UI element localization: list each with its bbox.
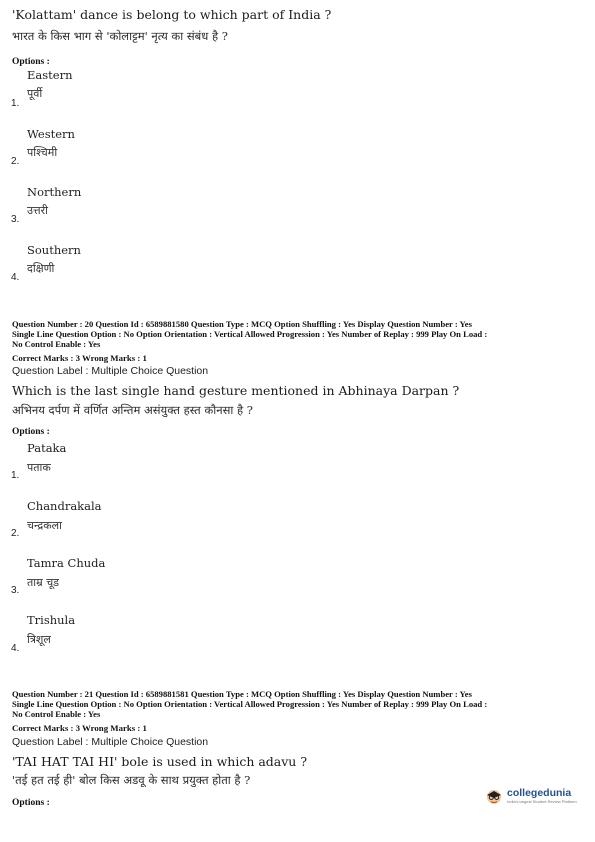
- option-number: 4.: [11, 643, 20, 654]
- question-19-options-label: Options :: [12, 57, 50, 67]
- option-number: 1.: [11, 98, 20, 109]
- question-21-marks: Correct Marks : 3 Wrong Marks : 1: [12, 723, 147, 733]
- question-19-text-en: 'Kolattam' dance is belong to which part of India ?: [12, 7, 332, 22]
- option-text-en: Tamra Chuda: [27, 556, 106, 570]
- question-20-text-hi: अभिनय दर्पण में वर्णित अन्तिम असंयुक्त हस्त कौनसा है ?: [12, 403, 253, 417]
- question-20-options-label: Options :: [12, 427, 50, 437]
- metadata-line: No Control Enable : Yes: [12, 339, 101, 349]
- option-text-en: Eastern: [27, 68, 73, 82]
- option-number: 1.: [11, 470, 20, 481]
- metadata-line: No Control Enable : Yes: [12, 709, 101, 719]
- option-number: 4.: [11, 272, 20, 283]
- metadata-line: Single Line Question Option : No Option Orientation : Vertical Allowed Progression : Yes Number of Replay : 999 Play On Load :: [12, 329, 488, 339]
- logo-name: collegedunia: [507, 787, 572, 799]
- question-21-label: Question Label : Multiple Choice Question: [12, 736, 209, 748]
- option-text-hi: पश्चिमी: [27, 146, 58, 159]
- option-number: 2.: [11, 528, 20, 539]
- option-text-en: Pataka: [27, 441, 67, 455]
- option-text-hi: चन्द्रकला: [27, 519, 62, 532]
- option-text-hi: दक्षिणी: [27, 262, 55, 275]
- question-20-marks: Correct Marks : 3 Wrong Marks : 1: [12, 353, 147, 363]
- collegedunia-logo: [484, 786, 577, 806]
- option-text-hi: पताक: [27, 461, 51, 474]
- option-text-hi: ताम्र चूड: [27, 576, 60, 589]
- option-number: 3.: [11, 214, 20, 225]
- question-21-metadata: [12, 689, 584, 719]
- metadata-line: Single Line Question Option : No Option Orientation : Vertical Allowed Progression : Yes Number of Replay : 999 Play On Load :: [12, 699, 488, 709]
- metadata-line: Question Number : 21 Question Id : 6589881581 Question Type : MCQ Option Shuffling : Yes Display Question Number : Yes: [12, 689, 472, 699]
- graduate-avatar-icon: [484, 786, 504, 806]
- question-21-options-label: Options :: [12, 798, 50, 808]
- option-text-en: Trishula: [27, 613, 76, 627]
- option-number: 2.: [11, 156, 20, 167]
- option-text-en: Southern: [27, 243, 81, 257]
- option-number: 3.: [11, 585, 20, 596]
- logo-tagline: India's largest Student Review Platform: [507, 799, 577, 804]
- question-20-label: Question Label : Multiple Choice Question: [12, 365, 209, 377]
- question-21-text-en: 'TAI HAT TAI HI' bole is used in which adavu ?: [12, 754, 308, 769]
- question-19-text-hi: भारत के किस भाग से 'कोलाट्टम' नृत्य का संबंध है ?: [12, 29, 228, 43]
- option-text-en: Northern: [27, 185, 82, 199]
- option-text-en: Western: [27, 127, 75, 141]
- option-text-hi: उत्तरी: [27, 204, 48, 217]
- option-text-hi: त्रिशूल: [27, 633, 51, 646]
- option-text-hi: पूर्वी: [27, 87, 43, 100]
- option-text-en: Chandrakala: [27, 499, 102, 513]
- question-20-text-en: Which is the last single hand gesture mentioned in Abhinaya Darpan ?: [12, 383, 460, 398]
- question-21-text-hi: 'तई हत तई ही' बोल किस अडवू के साथ प्रयुक्त होता है ?: [12, 773, 251, 787]
- question-20-metadata: [12, 319, 584, 349]
- metadata-line: Question Number : 20 Question Id : 6589881580 Question Type : MCQ Option Shuffling : Yes Display Question Number : Yes: [12, 319, 472, 329]
